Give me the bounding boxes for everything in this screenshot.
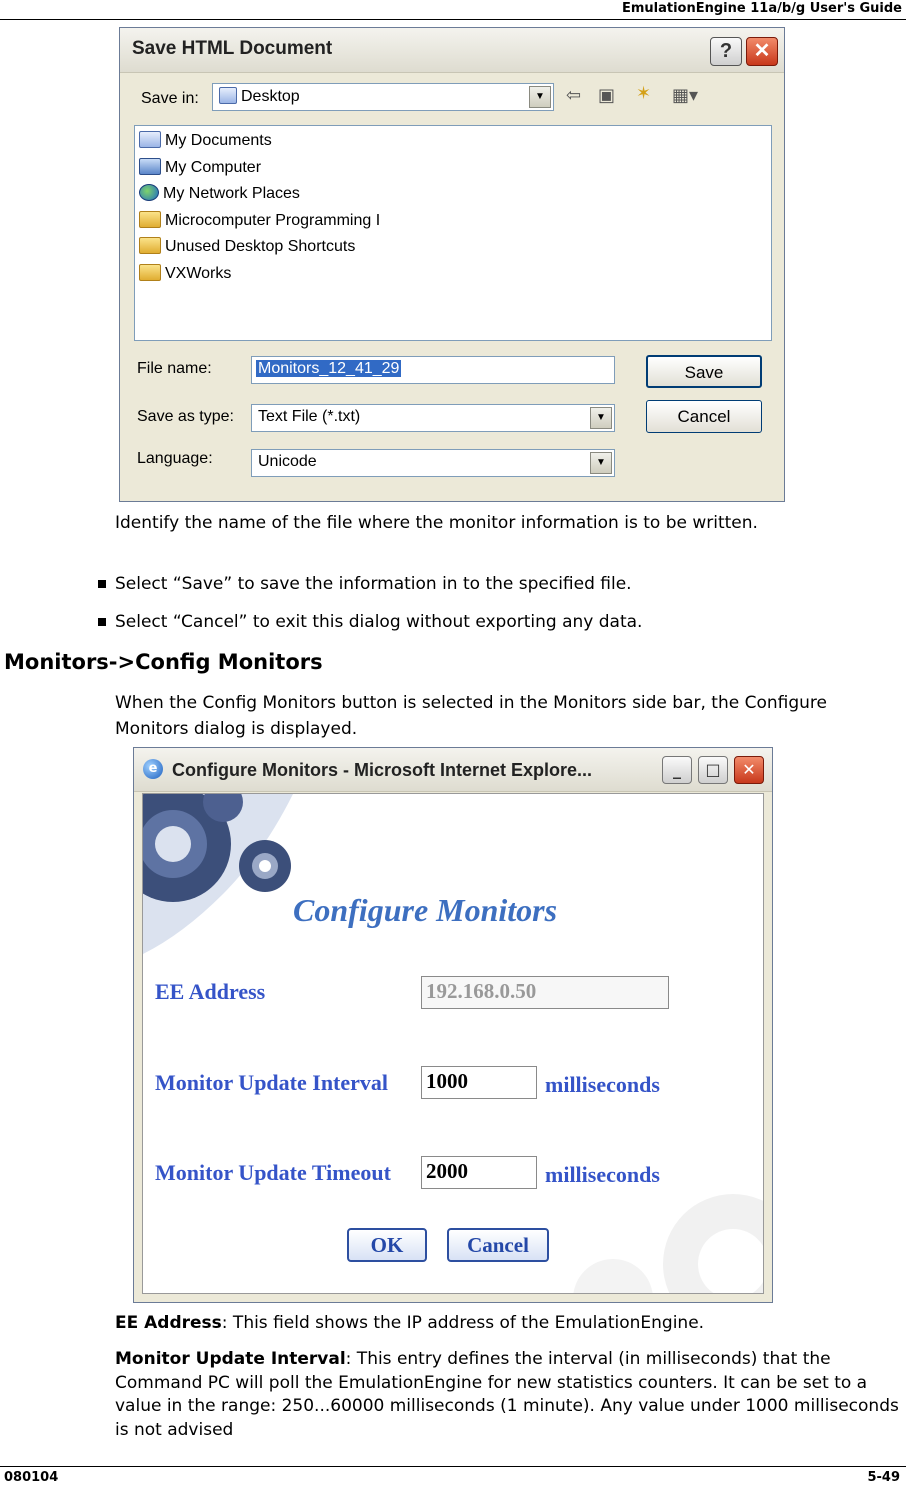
configure-monitors-window [133,747,773,1303]
new-folder-icon[interactable]: ✶ [636,83,652,104]
page-footer [0,1466,906,1486]
timeout-unit-label: milliseconds [545,1162,660,1187]
save-dialog-title: Save HTML Document [132,38,333,59]
ee-address-term: EE Address [115,1313,222,1333]
close-button[interactable]: ✕ [746,37,778,66]
save-in-value: Desktop [241,88,300,105]
network-places-icon [139,184,159,201]
intro-paragraph: When the Config Monitors button is selected in the Monitors side bar, the Configure Monitors dialog is displayed. [115,693,827,739]
bullet-icon [98,618,106,626]
update-timeout-label: Monitor Update Timeout [155,1160,391,1185]
cancel-button[interactable]: Cancel [447,1228,549,1262]
list-item[interactable]: Unused Desktop Shortcuts [139,235,355,259]
list-item[interactable]: Microcomputer Programming I [139,209,380,233]
configure-monitors-page [142,793,764,1294]
chevron-down-icon[interactable]: ▼ [590,452,612,474]
save-in-label: Save in: [141,90,199,107]
folder-icon [139,264,161,281]
configure-monitors-heading: Configure Monitors [293,892,558,928]
identify-paragraph: Identify the name of the file where the monitor information is to be written. [115,513,758,533]
minimize-button[interactable]: _ [662,756,692,784]
save-dialog-titlebar[interactable] [120,28,784,73]
view-menu-icon[interactable]: ▦▾ [672,85,699,106]
ee-address-input[interactable]: 192.168.0.50 [421,976,669,1009]
configure-window-titlebar[interactable] [134,748,772,792]
ee-address-desc: : This field shows the IP address of the EmulationEngine. [221,1313,705,1333]
list-item[interactable]: My Documents [139,129,272,153]
update-timeout-input[interactable]: 2000 [421,1156,537,1189]
section-heading: Monitors->Config Monitors [4,650,323,674]
maximize-button[interactable]: □ [698,756,728,784]
footer-date: 080104 [4,1470,59,1485]
save-button[interactable]: Save [646,355,762,388]
gears-graphic [143,794,764,1294]
ok-button[interactable]: OK [347,1228,427,1262]
interval-unit-label: milliseconds [545,1072,660,1097]
save-as-type-value: Text File (*.txt) [258,408,361,425]
save-html-dialog [119,27,785,502]
update-interval-description [115,1348,900,1442]
up-folder-icon[interactable]: ▣ [598,85,616,106]
update-interval-label: Monitor Update Interval [155,1070,389,1095]
chevron-down-icon[interactable]: ▼ [590,407,612,429]
file-list[interactable] [134,125,772,341]
bullet-save-text: Select “Save” to save the information in to the specified file. [115,574,632,594]
list-item[interactable]: My Computer [139,156,261,180]
list-item[interactable]: VXWorks [139,262,231,286]
list-item[interactable]: My Network Places [139,182,300,206]
chevron-down-icon[interactable]: ▼ [529,86,551,108]
close-button[interactable]: ✕ [734,756,764,784]
cancel-button[interactable]: Cancel [646,400,762,433]
page-header [0,0,906,20]
language-value: Unicode [258,453,317,470]
back-arrow-icon[interactable]: ⇦ [566,85,582,106]
update-interval-desc: : This entry defines the interval (in milliseconds) that the Command PC will poll the EmulationEngine for new statistics counters. It can be set to a value in the range: 250...60000 milliseconds (1 minute). Any value under 1000 milliseconds is not advised [115,1349,899,1440]
language-label: Language: [137,450,213,467]
header-title: EmulationEngine 11a/b/g User's Guide [621,1,902,16]
file-name-value: Monitors_12_41_29 [258,360,400,377]
my-documents-icon [139,131,161,148]
save-in-combo[interactable] [212,83,554,111]
my-computer-icon [139,158,161,175]
configure-window-title: Configure Monitors - Microsoft Internet Explore... [172,760,593,780]
folder-icon [139,211,161,228]
update-interval-term: Monitor Update Interval [115,1349,346,1369]
bullet-cancel-text: Select “Cancel” to exit this dialog without exporting any data. [115,612,643,632]
bullet-icon [98,580,106,588]
language-combo[interactable] [251,449,615,477]
ee-address-label: EE Address [155,979,266,1004]
save-as-type-combo[interactable] [251,404,615,432]
file-name-input[interactable] [251,356,615,384]
help-button[interactable]: ? [710,37,742,66]
internet-explorer-icon: e [143,759,163,779]
page-number: 5-49 [867,1470,900,1485]
desktop-icon [219,87,237,104]
file-name-label: File name: [137,360,212,377]
update-interval-input[interactable]: 1000 [421,1066,537,1099]
save-as-type-label: Save as type: [137,408,234,425]
folder-icon [139,237,161,254]
ee-address-description [115,1310,900,1336]
